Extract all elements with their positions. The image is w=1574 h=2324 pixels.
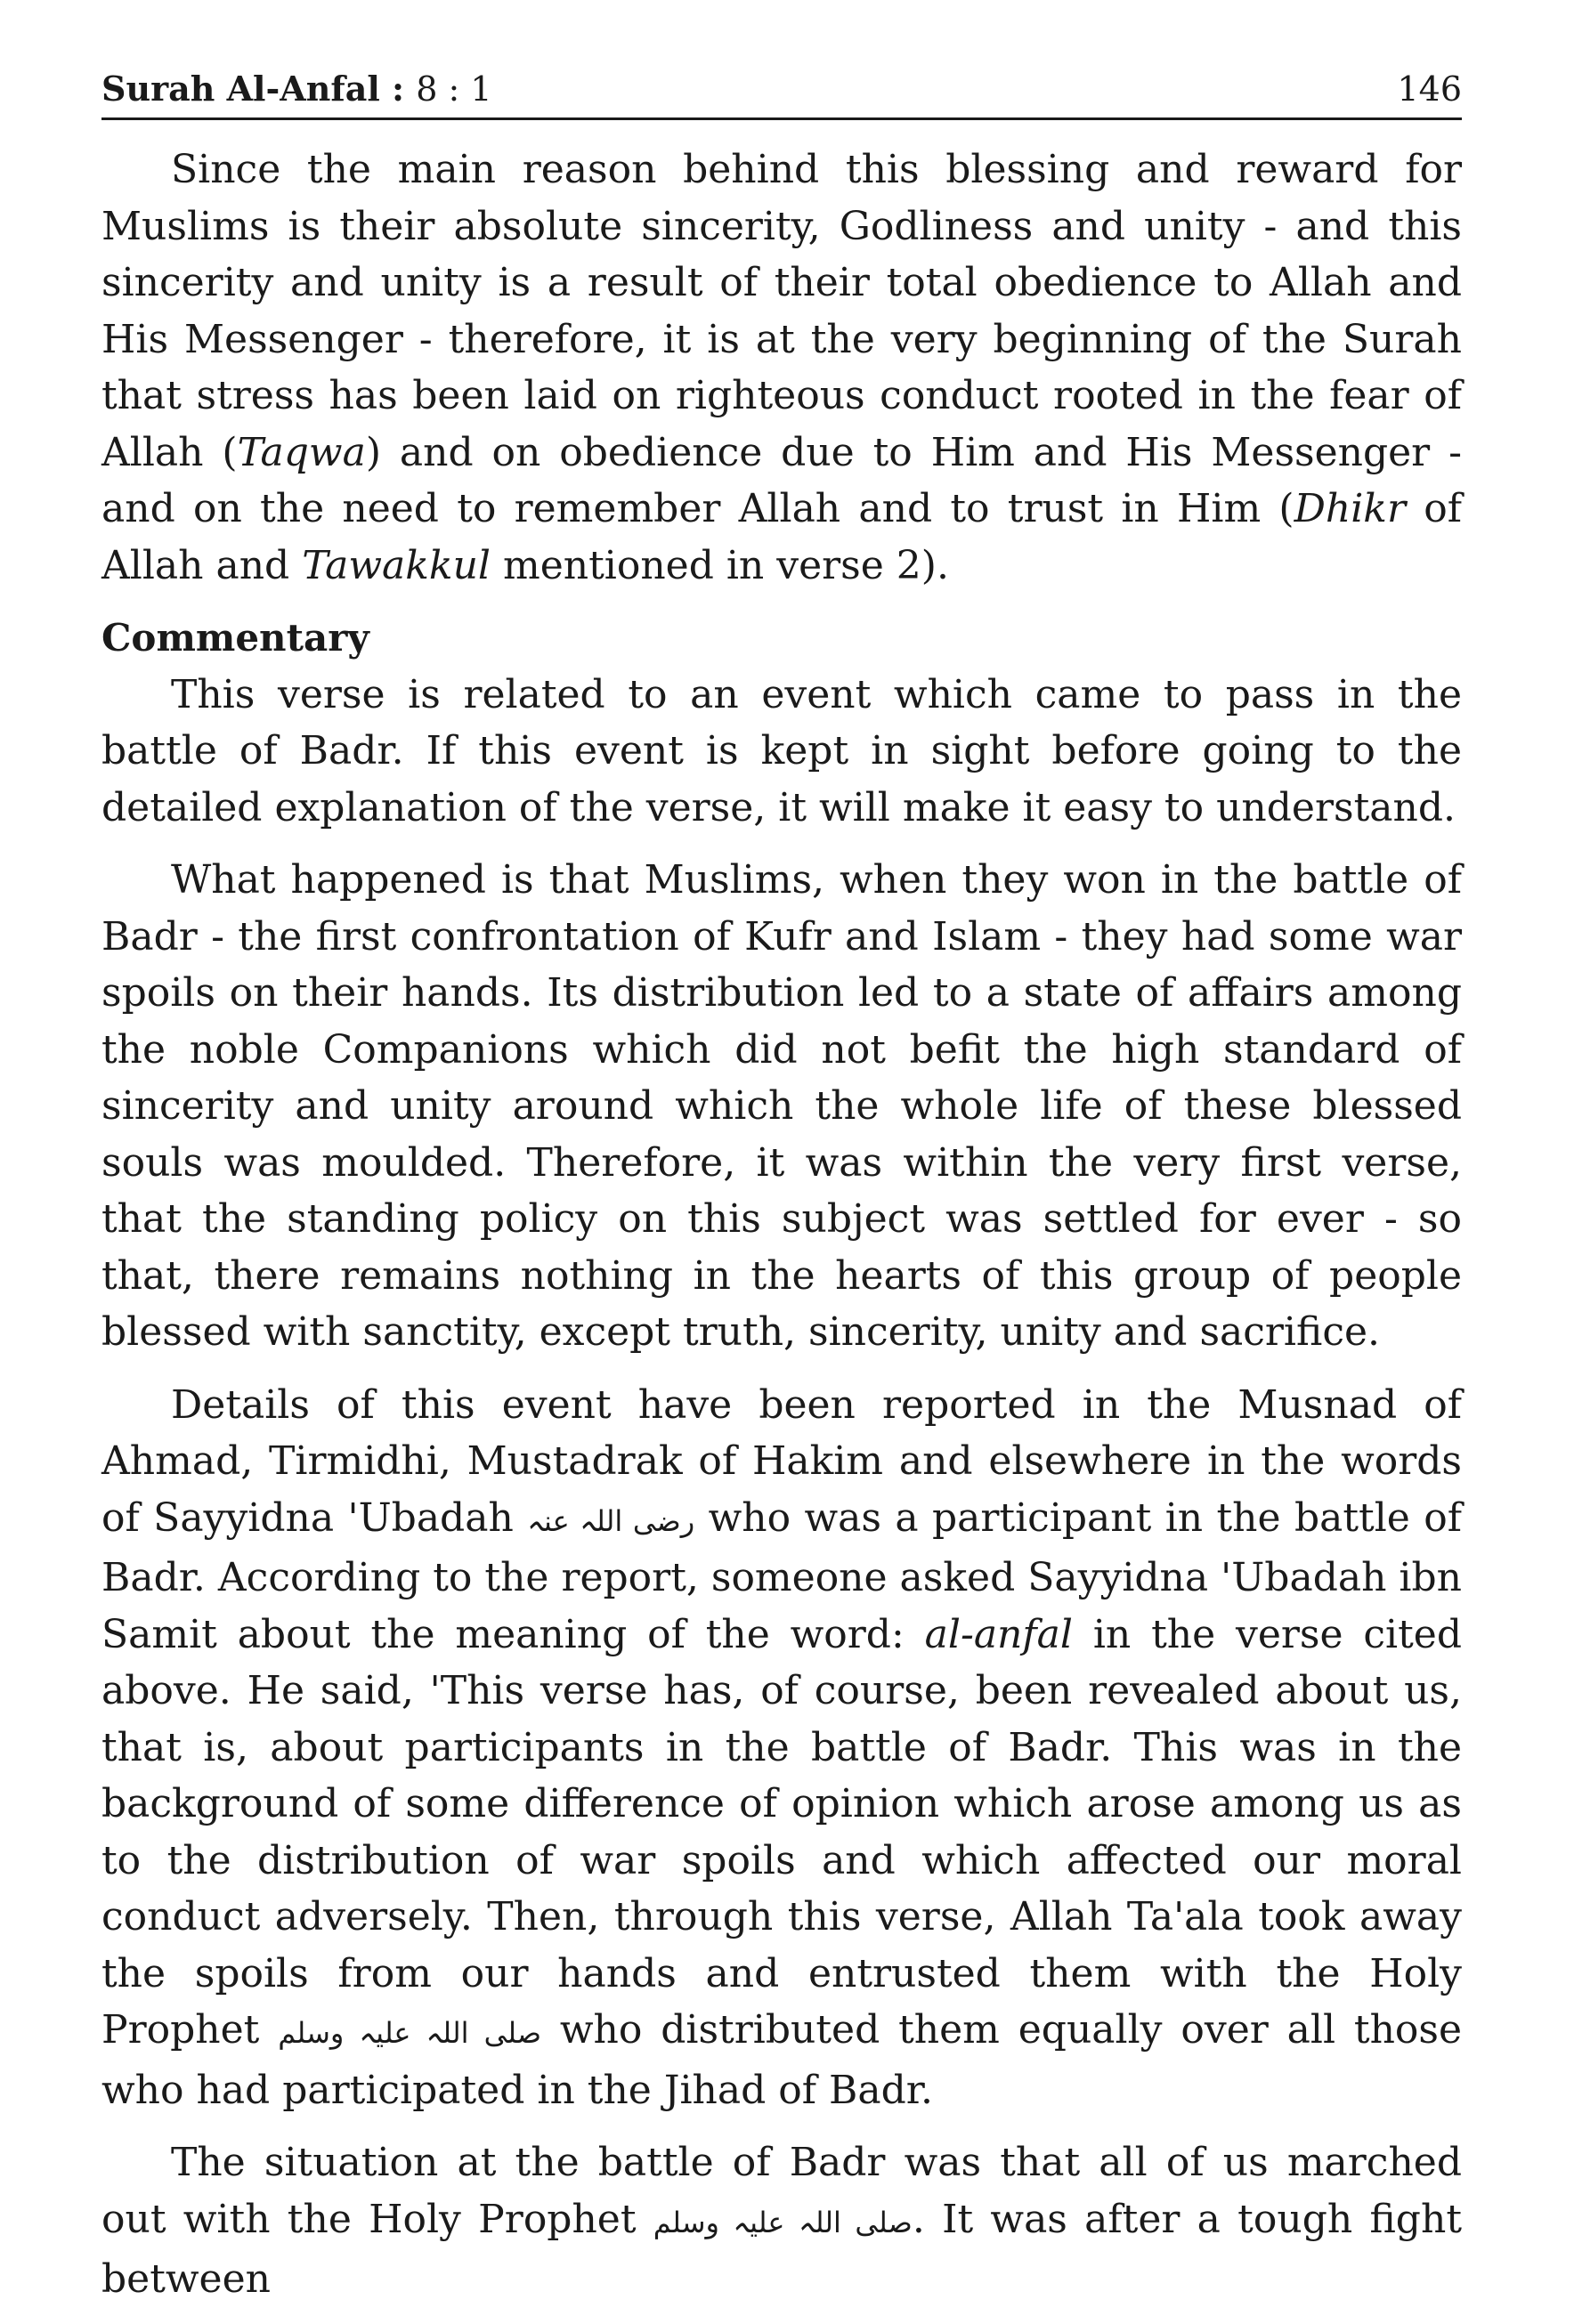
- section-heading: Commentary: [101, 616, 369, 660]
- arabic-honorific: صلی اللہ علیہ وسلم: [278, 2016, 542, 2050]
- text-run: in the verse cited above. He said, 'This verse has, of course, been revealed about us, that is, about participants in the battle of Badr. This was in the background of some difference of opinion which arose among us as to the distribution of war spoils and which affected our moral conduct adversely. Then, through this verse, Allah Ta'ala took away the spoils from our hands and entrusted them with the Holy Prophet: [101, 1611, 1462, 2053]
- page-header: [101, 53, 1462, 120]
- text-run: . It was after a tough fight between: [101, 2196, 1462, 2302]
- paragraph: What happened is that Muslims, when they won in the battle of Badr - the first confrontation of Kufr and Islam - they had some war spoils on their hands. Its distribution led to a state of affairs among the noble Companions which did not befit the high standard of sincerity and unity around which the whole life of these blessed souls was moulded. Therefore, it was within the very first verse, that the standing policy on this subject was settled for ever - so that, there remains nothing in the hearts of this group of people blessed with sanctity, except truth, sincerity, unity and sacrifice.: [101, 857, 1462, 1355]
- paragraph: [101, 1377, 1462, 2119]
- text-run: Details of this event have been reported in the Musnad of Ahmad, Tirmidhi, Mustadrak of Hakim and elsewhere in the words of Sayyidna 'Ubadah: [101, 1381, 1462, 1541]
- text-run: who was a participant in the battle of Badr. According to the report, someone asked Sayyidna 'Ubadah ibn Samit about the meaning of the word:: [101, 1494, 1463, 1657]
- text-run: of Allah and: [101, 486, 1463, 588]
- arabic-honorific: صلی اللہ علیہ وسلم: [653, 2205, 913, 2239]
- text-run: ) and on obedience due to Him and His Messenger - and on the need to remember Allah and to trust in Him (: [101, 429, 1462, 531]
- term-dhikr: Dhikr: [1294, 486, 1406, 531]
- term-tawakkul: Tawakkul: [302, 542, 491, 588]
- running-title: [101, 69, 492, 109]
- text-run: who distributed them equally over all those who had participated in the Jihad of Badr.: [101, 2007, 1463, 2113]
- page-body: [101, 142, 1462, 2308]
- text-run: mentioned in verse 2).: [491, 542, 949, 588]
- text-run: The situation at the battle of Badr was that all of us marched out with the Holy Prophet: [101, 2140, 1462, 2242]
- surah-title: Surah Al-Anfal :: [101, 69, 405, 109]
- term-taqwa: Taqwa: [237, 429, 366, 475]
- page-number: 146: [1397, 69, 1462, 109]
- paragraph: This verse is related to an event which came to pass in the battle of Badr. If this event is kept in sight before going to the detailed explanation of the verse, it will make it easy to understand.: [101, 671, 1462, 830]
- page: [101, 53, 1462, 2324]
- paragraph: [101, 2134, 1462, 2308]
- text-run: Since the main reason behind this blessing and reward for Muslims is their absolute sincerity, Godliness and unity - and this sincerity and unity is a result of their total obedience to Allah and His Messenger - therefore, it is at the very beginning of the Surah that stress has been laid on righteous conduct rooted in the fear of Allah (: [101, 147, 1462, 475]
- term-anfal: al-anfal: [924, 1611, 1073, 1657]
- verse-reference: 8 : 1: [416, 69, 492, 109]
- arabic-honorific: رضی اللہ عنہ: [527, 1503, 695, 1538]
- paragraph: [101, 142, 1462, 594]
